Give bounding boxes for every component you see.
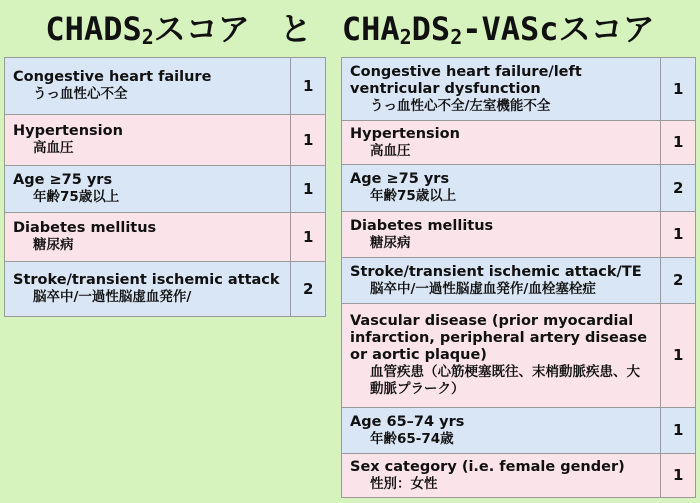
- table-row: [5, 262, 326, 317]
- table-row: [342, 121, 696, 165]
- criterion-cell: Diabetes mellitus 糖尿病: [342, 212, 661, 258]
- criterion-cell: Age ≥75 yrs 年齢75歳以上: [342, 165, 661, 212]
- table-row: [342, 165, 696, 212]
- criterion-cell: Sex category (i.e. female gender) 性別：女性: [342, 454, 661, 498]
- table-row: [342, 454, 696, 498]
- criterion-cell: Stroke/transient ischemic attack/TE 脳卒中/一過性脳虚血発作/血栓塞栓症: [342, 258, 661, 304]
- score-cell: 1: [661, 121, 696, 165]
- score-cell: 1: [661, 58, 696, 121]
- score-cell: 1: [291, 213, 326, 262]
- score-cell: 1: [291, 58, 326, 115]
- score-cell: 1: [291, 115, 326, 166]
- table-row: [5, 115, 326, 166]
- criterion-cell: Hypertension 高血圧: [5, 115, 291, 166]
- chads2-table: [4, 57, 326, 317]
- table-row: [342, 304, 696, 408]
- page-title: $CHADS_2$スコア と $CHA_2DS_2$-VAScスコア: [45, 10, 655, 49]
- table-row: [342, 58, 696, 121]
- score-cell: 1: [661, 212, 696, 258]
- table-row: [5, 213, 326, 262]
- table-row: [5, 166, 326, 213]
- cha2ds2-vasc-table: [341, 57, 696, 498]
- criterion-cell: Hypertension 高血圧: [342, 121, 661, 165]
- criterion-cell: Stroke/transient ischemic attack 脳卒中/一過性脳虚血発作/: [5, 262, 291, 317]
- table-row: [342, 408, 696, 454]
- table-row: [342, 258, 696, 304]
- score-cell: 1: [661, 454, 696, 498]
- score-cell: 2: [661, 165, 696, 212]
- criterion-cell: Age ≥75 yrs 年齢75歳以上: [5, 166, 291, 213]
- table-row: [5, 58, 326, 115]
- criterion-cell: Age 65–74 yrs 年齢65-74歳: [342, 408, 661, 454]
- criterion-cell: Vascular disease (prior myocardial infarction, peripheral artery disease or aortic plaque) 血管疾患（心筋梗塞既往、末梢動脈疾患、大動脈プラーク）: [342, 304, 661, 408]
- score-cell: 1: [661, 304, 696, 408]
- score-cell: 2: [661, 258, 696, 304]
- criterion-cell: Congestive heart failure/left ventricular dysfunction うっ血性心不全/左室機能不全: [342, 58, 661, 121]
- score-cell: 1: [661, 408, 696, 454]
- score-cell: 1: [291, 166, 326, 213]
- criterion-cell: Diabetes mellitus 糖尿病: [5, 213, 291, 262]
- criterion-cell: Congestive heart failure うっ血性心不全: [5, 58, 291, 115]
- score-cell: 2: [291, 262, 326, 317]
- table-row: [342, 212, 696, 258]
